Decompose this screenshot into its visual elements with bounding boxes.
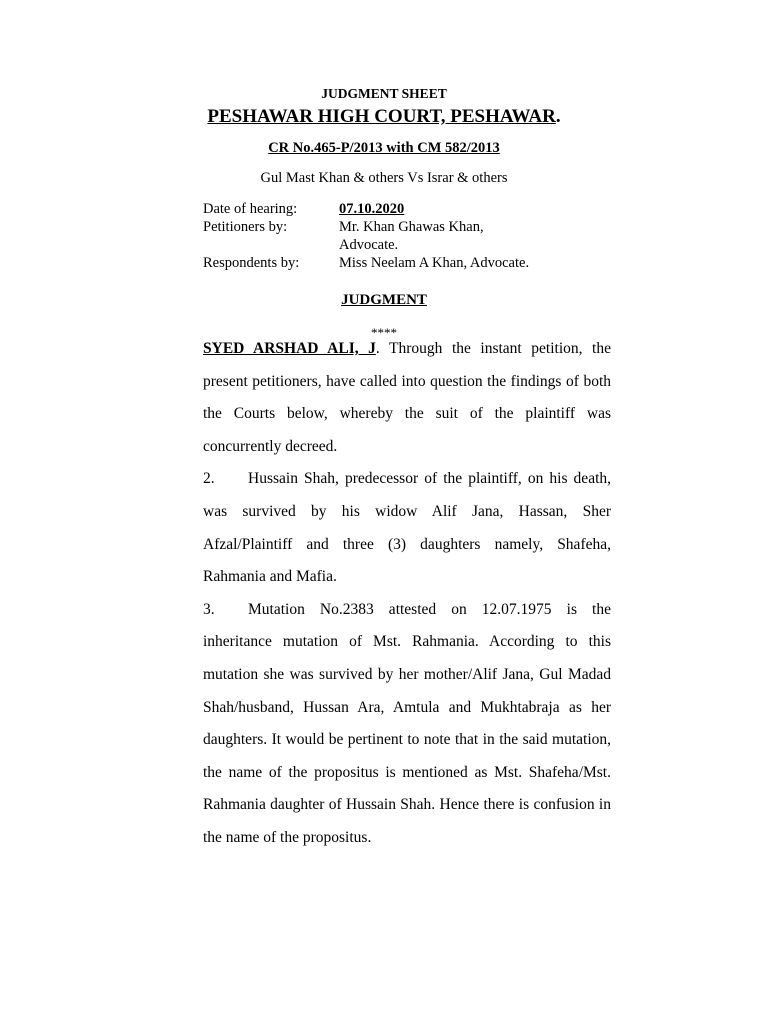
petitioners-label: Petitioners by:: [203, 219, 288, 235]
respondents-value: Miss Neelam A Khan, Advocate.: [339, 255, 530, 271]
paragraph-2-number: 2.: [203, 470, 215, 488]
judgment-sheet-label: JUDGMENT SHEET: [321, 86, 447, 101]
case-number: CR No.465-P/2013 with CM 582/2013: [268, 140, 500, 156]
petitioners-value: Mr. Khan Ghawas Khan,: [339, 219, 484, 235]
date-of-hearing-label: Date of hearing:: [203, 201, 298, 217]
meta-spacer: [203, 236, 339, 254]
paragraph-2-text: Hussain Shah, predecessor of the plaintiff, on his death, was survived by his widow Alif Jana, Hassan, Sher Afzal/Plaintiff and three (3) daughters namely, Shafeha, Rahmania and Mafia.: [203, 470, 611, 586]
paragraph-1-text: Through the instant petition, the present petitioners, have called into question the findings of both the Courts below, whereby the suit of the plaintiff was concurrently decreed.: [203, 340, 611, 455]
separator-stars: ****: [371, 325, 397, 340]
paragraph-2: [203, 463, 611, 593]
court-title-period: .: [555, 106, 561, 127]
judge-name: SYED ARSHAD ALI, J: [203, 340, 376, 357]
hearing-details: [203, 200, 529, 272]
petitioners-row-continued: [203, 236, 529, 254]
judgment-body: [203, 333, 611, 855]
paragraph-3-text: Mutation No.2383 attested on 12.07.1975 is the inheritance mutation of Mst. Rahmania. According to this mutation she was survived by her mother/Alif Jana, Gul Madad Shah/husband, Hussan Ara, Amtula and Mukhtabraja as her daughters. It would be pertinent to note that in the said mutation, the name of the propositus is mentioned as Mst. Shafeha/Mst. Rahmania daughter of Hussain Shah. Hence there is confusion in the name of the propositus.: [203, 600, 611, 846]
court-title-text: PESHAWAR HIGH COURT, PESHAWAR: [207, 106, 556, 127]
paragraph-1: [203, 333, 611, 463]
judge-name-period: .: [375, 340, 380, 357]
date-of-hearing-row: [203, 200, 529, 218]
paragraph-3: [203, 594, 611, 855]
court-title: [0, 106, 768, 128]
judgment-heading: JUDGMENT: [341, 292, 427, 308]
petitioners-value-continued: Advocate.: [339, 237, 399, 253]
paragraph-3-number: 3.: [203, 600, 215, 618]
respondents-row: [203, 254, 529, 272]
respondents-label: Respondents by:: [203, 255, 300, 271]
case-parties: Gul Mast Khan & others Vs Israr & others: [260, 170, 508, 186]
date-of-hearing-value: 07.10.2020: [339, 201, 405, 217]
petitioners-row: [203, 218, 529, 236]
